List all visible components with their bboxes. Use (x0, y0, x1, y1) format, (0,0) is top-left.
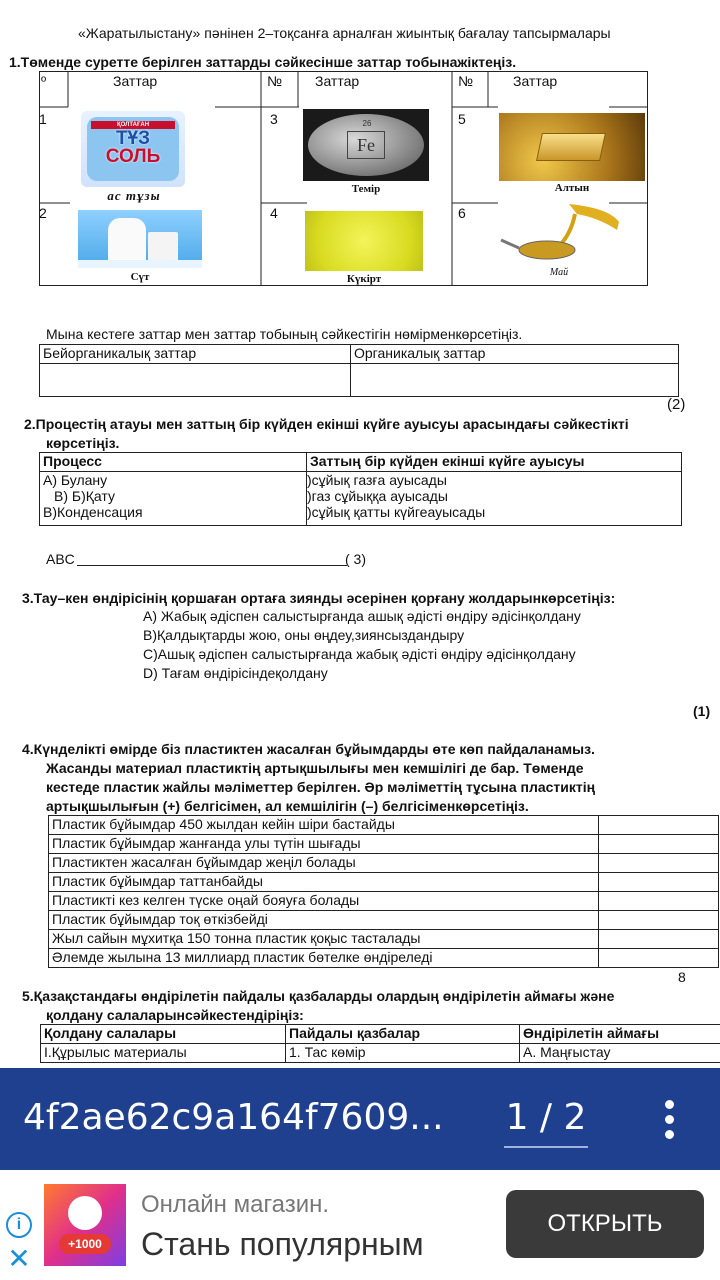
q3-score: (1) (693, 703, 711, 719)
q5-table (40, 1024, 720, 1063)
milk-image (78, 210, 202, 268)
q2-title-line1: 2.Процестің атауы мен заттың бір күйден екінші күйге ауысуы арасындағы сәйкестікті (24, 416, 629, 432)
q1-num-header-1: º (41, 73, 47, 89)
ad-badge: +1000 (59, 1234, 111, 1254)
col-organic: Органикалық заттар (351, 345, 679, 364)
coin-fe: Fe (347, 131, 385, 159)
q2-answer-label: ABC (46, 551, 75, 567)
q4-sign-5[interactable] (599, 892, 719, 911)
q4-row-1: Пластик бұйымдар 450 жылдан кейін шіри бастайды (49, 816, 599, 835)
q5-head-region: Өндірілетін аймағы (520, 1025, 720, 1044)
q2-transition-3: )сұйық қатты күйгеауысады (307, 504, 682, 525)
q4-line2: Жасанды материал пластиктің артықшылығы мен кемшілігі де бар. Төменде (46, 760, 584, 776)
page-indicator[interactable]: 1 / 2 (505, 1097, 587, 1138)
caption-iron: Темір (351, 183, 381, 195)
q1-title: 1.Төменде суретте берілген заттарды сәйкесінше заттар тобынажіктеңіз. (9, 54, 517, 70)
q4-row-4: Пластик бұйымдар таттанбайды (49, 873, 599, 892)
q4-score: 8 (678, 969, 686, 985)
q3-option-c: С)Ашық әдіспен салыстырғанда жабық әдісті өндіру әдісінқолдану (143, 646, 576, 662)
ad-line2: Стань популярным (141, 1226, 424, 1262)
q5-mineral-1: 1. Тас көмір (286, 1044, 520, 1063)
q5-head-usage: Қолдану салалары (41, 1025, 286, 1044)
organic-answer-cell[interactable] (351, 364, 679, 397)
salt-pack-line1: ТҰЗ (115, 128, 151, 149)
oil-drawing (499, 204, 645, 266)
q3-option-b: В)Қалдықтарды жою, оны өңдеу,зиянсыздандыру (143, 627, 465, 643)
coin-number: 26 (362, 119, 372, 128)
ad-close-icon[interactable]: ✕ (7, 1243, 31, 1274)
q4-sign-1[interactable] (599, 816, 719, 835)
caption-oil: Май (549, 267, 569, 278)
q5-line2: қолдану салаларынсәйкестендіріңіз: (46, 1007, 304, 1023)
q4-table (48, 815, 719, 968)
q2-score: ( 3) (345, 551, 366, 567)
q1-sub-header-1: Заттар (113, 73, 158, 89)
q2-title-line2: көрсетіңіз. (46, 435, 120, 451)
ad-app-icon (44, 1184, 126, 1266)
sulfur-image (305, 211, 423, 271)
q3-title: 3.Тау–кен өндірісінің қоршаған ортаға зиянды әсерінен қорғану жолдарынкөрсетіңіз: (22, 590, 616, 606)
q4-line3: кестеде пластик жайлы мәліметтер берілген. Әр мәліметтің тұсына пластиктің (46, 779, 596, 795)
inorganic-answer-cell[interactable] (40, 364, 351, 397)
q1-num-header-3: № (458, 73, 474, 89)
q5-region-1: А. Маңғыстау (520, 1044, 720, 1063)
page-indicator-underline (504, 1146, 588, 1148)
salt-pack-top: ҚОЛТАҒАН (91, 121, 175, 129)
caption-milk: Сүт (130, 271, 150, 283)
q1-sub-header-3: Заттар (513, 73, 558, 89)
q2-process-c: В)Конденсация (40, 504, 307, 525)
q4-row-7: Жыл сайын мұхитқа 150 тонна пластик қоқыс тасталады (49, 930, 599, 949)
caption-salt: ас тұзы (107, 188, 161, 203)
q5-head-mineral: Пайдалы қазбалар (286, 1025, 520, 1044)
q1-num-header-2: № (267, 73, 283, 89)
q1-substance-table (39, 71, 648, 286)
q2-process-b: В) Б)Қату (40, 488, 307, 504)
q1-instruction: Мына кестеге заттар мен заттар тобының сәйкестігін нөмірменкөрсетіңіз. (46, 326, 523, 342)
q4-line4: артықшылығын (+) белгісімен, ал кемшілігін (–) белгісіменкөрсетіңіз. (46, 798, 529, 814)
q4-row-6: Пластик бұйымдар тоқ өткізбейді (49, 911, 599, 930)
q4-row-3: Пластиктен жасалған бұйымдар жеңіл болады (49, 854, 599, 873)
ad-banner[interactable] (0, 1170, 720, 1280)
q1-num-1: 1 (39, 111, 47, 127)
viewer-bar (0, 1068, 720, 1170)
caption-gold: Алтын (554, 182, 590, 194)
doc-header: «Жаратылыстану» пәнінен 2–тоқсанға арналған жиынтық бағалау тапсырмалары (78, 25, 611, 41)
salt-pack-image (81, 111, 185, 187)
q2-transition-1: )сұйық газға ауысады (307, 472, 682, 489)
q4-row-2: Пластик бұйымдар жанғанда улы түтін шығады (49, 835, 599, 854)
gold-image (499, 113, 645, 181)
q3-option-a: А) Жабық әдіспен салыстырғанда ашық әдісті өндіру әдісінқолдану (143, 608, 581, 624)
q1-num-3: 3 (270, 111, 278, 127)
q2-head-transition: Заттың бір күйден екінші күйге ауысуы (307, 453, 682, 472)
q2-answer-line[interactable] (77, 565, 347, 566)
q4-sign-4[interactable] (599, 873, 719, 892)
q2-transition-2: )газ сұйыққа ауысады (307, 488, 682, 504)
q4-sign-7[interactable] (599, 930, 719, 949)
oil-image (499, 204, 645, 266)
q4-sign-3[interactable] (599, 854, 719, 873)
ad-line1: Онлайн магазин. (141, 1191, 330, 1218)
q4-sign-8[interactable] (599, 949, 719, 968)
ad-info-icon[interactable]: i (6, 1212, 32, 1238)
q1-score: (2) (667, 396, 686, 413)
q1-sub-header-2: Заттар (315, 73, 360, 89)
salt-pack-line2: СОЛЬ (105, 146, 161, 167)
q1-num-5: 5 (458, 111, 466, 127)
q2-process-a: А) Булану (40, 472, 307, 489)
col-inorganic: Бейорганикалық заттар (40, 345, 351, 364)
q5-usage-1: I.Құрылыс материалы (41, 1044, 286, 1063)
caption-sulfur: Күкірт (346, 273, 382, 285)
q1-num-2: 2 (39, 205, 47, 221)
ad-open-button[interactable]: ОТКРЫТЬ (506, 1190, 704, 1258)
q4-line1: 4.Күнделікті өмірде біз пластиктен жасалған бұйымдарды өте көп пайдаланамыз. (22, 741, 595, 757)
q5-line1: 5.Қазақстандағы өндірілетін пайдалы қазбаларды олардың өндірілетін аймағы және (22, 988, 615, 1004)
file-name[interactable]: 4f2ae62c9a164f7609... (23, 1097, 444, 1138)
q3-option-d: D) Тағам өндірісіндеқолдану (143, 665, 328, 681)
iron-coin-image (303, 109, 429, 181)
q1-num-6: 6 (458, 205, 466, 221)
q4-row-5: Пластикті кез келген түске оңай бояуға болады (49, 892, 599, 911)
q1-classification-table (39, 344, 679, 397)
q2-table (39, 452, 682, 526)
q4-sign-2[interactable] (599, 835, 719, 854)
q4-sign-6[interactable] (599, 911, 719, 930)
more-menu-icon[interactable] (660, 1100, 680, 1140)
q2-head-process: Процесс (40, 453, 307, 472)
q1-num-4: 4 (270, 205, 278, 221)
q4-row-8: Әлемде жылына 13 миллиард пластик бөтелке өндіреледі (49, 949, 599, 968)
